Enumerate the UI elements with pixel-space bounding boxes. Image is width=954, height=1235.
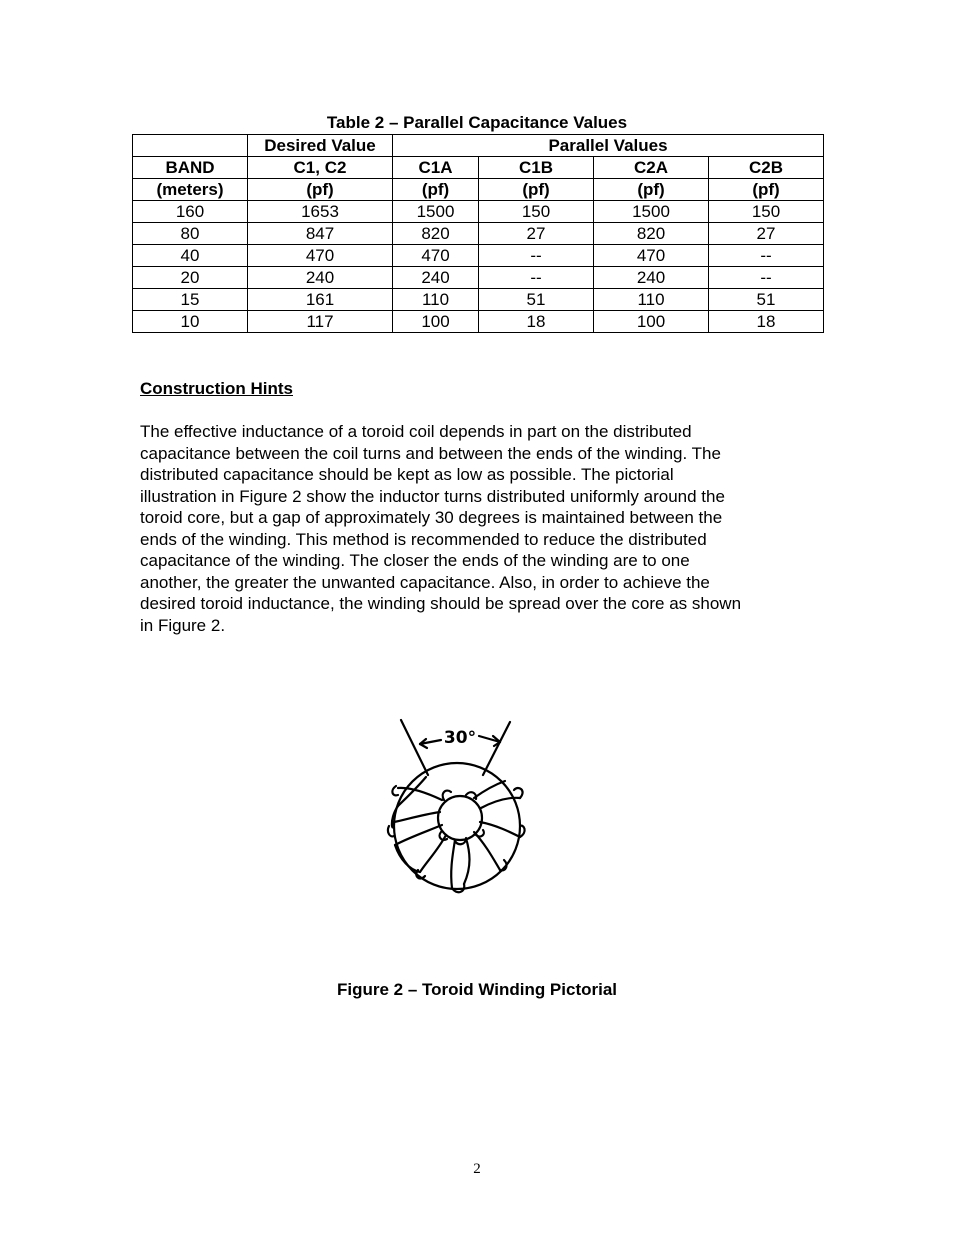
table-cell: 470	[248, 245, 393, 267]
table-cell: 820	[393, 223, 479, 245]
header-cell: (pf)	[393, 179, 479, 201]
table-cell: 160	[133, 201, 248, 223]
table-cell: 1500	[393, 201, 479, 223]
toroid-winding-figure	[380, 692, 530, 897]
table-header-row	[133, 135, 824, 157]
table-row	[133, 289, 824, 311]
header-cell: (pf)	[248, 179, 393, 201]
table-cell: 150	[709, 201, 824, 223]
capacitance-table	[132, 134, 824, 333]
table-cell: 51	[709, 289, 824, 311]
section-heading: Construction Hints	[140, 379, 293, 398]
figure-caption: Figure 2 – Toroid Winding Pictorial	[336, 980, 618, 999]
table-cell: 100	[594, 311, 709, 333]
header-cell: C2A	[594, 157, 709, 179]
table-cell: --	[479, 245, 594, 267]
table-cell: 10	[133, 311, 248, 333]
header-cell: BAND	[133, 157, 248, 179]
header-cell: (meters)	[133, 179, 248, 201]
table-cell: --	[479, 267, 594, 289]
table-cell: 27	[479, 223, 594, 245]
table-cell: 20	[133, 267, 248, 289]
table-cell: 80	[133, 223, 248, 245]
header-cell: (pf)	[594, 179, 709, 201]
header-cell: Desired Value	[248, 135, 393, 157]
paragraph-line: in Figure 2.	[140, 615, 226, 635]
header-cell: Parallel Values	[393, 135, 824, 157]
angle-label: 30°	[443, 728, 477, 748]
table-header-row	[133, 157, 824, 179]
table-cell: 110	[393, 289, 479, 311]
table-cell: 51	[479, 289, 594, 311]
table-cell: 240	[248, 267, 393, 289]
header-cell: C2B	[709, 157, 824, 179]
table-cell: 15	[133, 289, 248, 311]
paragraph-line: toroid core, but a gap of approximately 30 degrees is maintained between the	[140, 508, 723, 527]
paragraph-line: distributed capacitance should be kept as low as possible. The pictorial	[140, 465, 674, 484]
table-cell: 18	[709, 311, 824, 333]
page-number: 2	[473, 1161, 481, 1177]
table-row	[133, 201, 824, 223]
table-cell: 820	[594, 223, 709, 245]
header-cell: (pf)	[479, 179, 594, 201]
table-cell: 40	[133, 245, 248, 267]
body-paragraph	[140, 421, 820, 636]
paragraph-line: ends of the winding. This method is recommended to reduce the distributed	[140, 529, 707, 549]
table-cell: 1500	[594, 201, 709, 223]
header-cell	[133, 135, 248, 157]
table-cell: 18	[479, 311, 594, 333]
table-cell: 470	[393, 245, 479, 267]
paragraph-line: capacitance between the coil turns and between the ends of the winding. The	[140, 443, 721, 463]
table-cell: 150	[479, 201, 594, 223]
table-cell: 100	[393, 311, 479, 333]
paragraph-line: capacitance of the winding. The closer the ends of the winding are to one	[140, 551, 690, 570]
winding-turns	[388, 777, 525, 892]
table-cell: 161	[248, 289, 393, 311]
table-cell: --	[709, 245, 824, 267]
header-cell: C1, C2	[248, 157, 393, 179]
table-cell: 110	[594, 289, 709, 311]
table-title: Table 2 – Parallel Capacitance Values	[326, 113, 628, 132]
table-cell: --	[709, 267, 824, 289]
table-header-row	[133, 179, 824, 201]
table-cell: 847	[248, 223, 393, 245]
paragraph-line: desired toroid inductance, the winding should be spread over the core as shown	[140, 594, 742, 613]
table-cell: 27	[709, 223, 824, 245]
table-cell: 240	[393, 267, 479, 289]
table-row	[133, 223, 824, 245]
header-cell: (pf)	[709, 179, 824, 201]
header-cell: C1B	[479, 157, 594, 179]
table-cell: 470	[594, 245, 709, 267]
table-cell: 1653	[248, 201, 393, 223]
paragraph-line: The effective inductance of a toroid coil depends in part on the distributed	[140, 422, 692, 441]
paragraph-line: another, the greater the unwanted capacitance. Also, in order to achieve the	[140, 572, 710, 592]
table-row	[133, 311, 824, 333]
table-row	[133, 267, 824, 289]
table-row	[133, 245, 824, 267]
paragraph-line: illustration in Figure 2 show the inductor turns distributed uniformly around the	[140, 486, 725, 506]
table-cell: 240	[594, 267, 709, 289]
table-cell: 117	[248, 311, 393, 333]
header-cell: C1A	[393, 157, 479, 179]
